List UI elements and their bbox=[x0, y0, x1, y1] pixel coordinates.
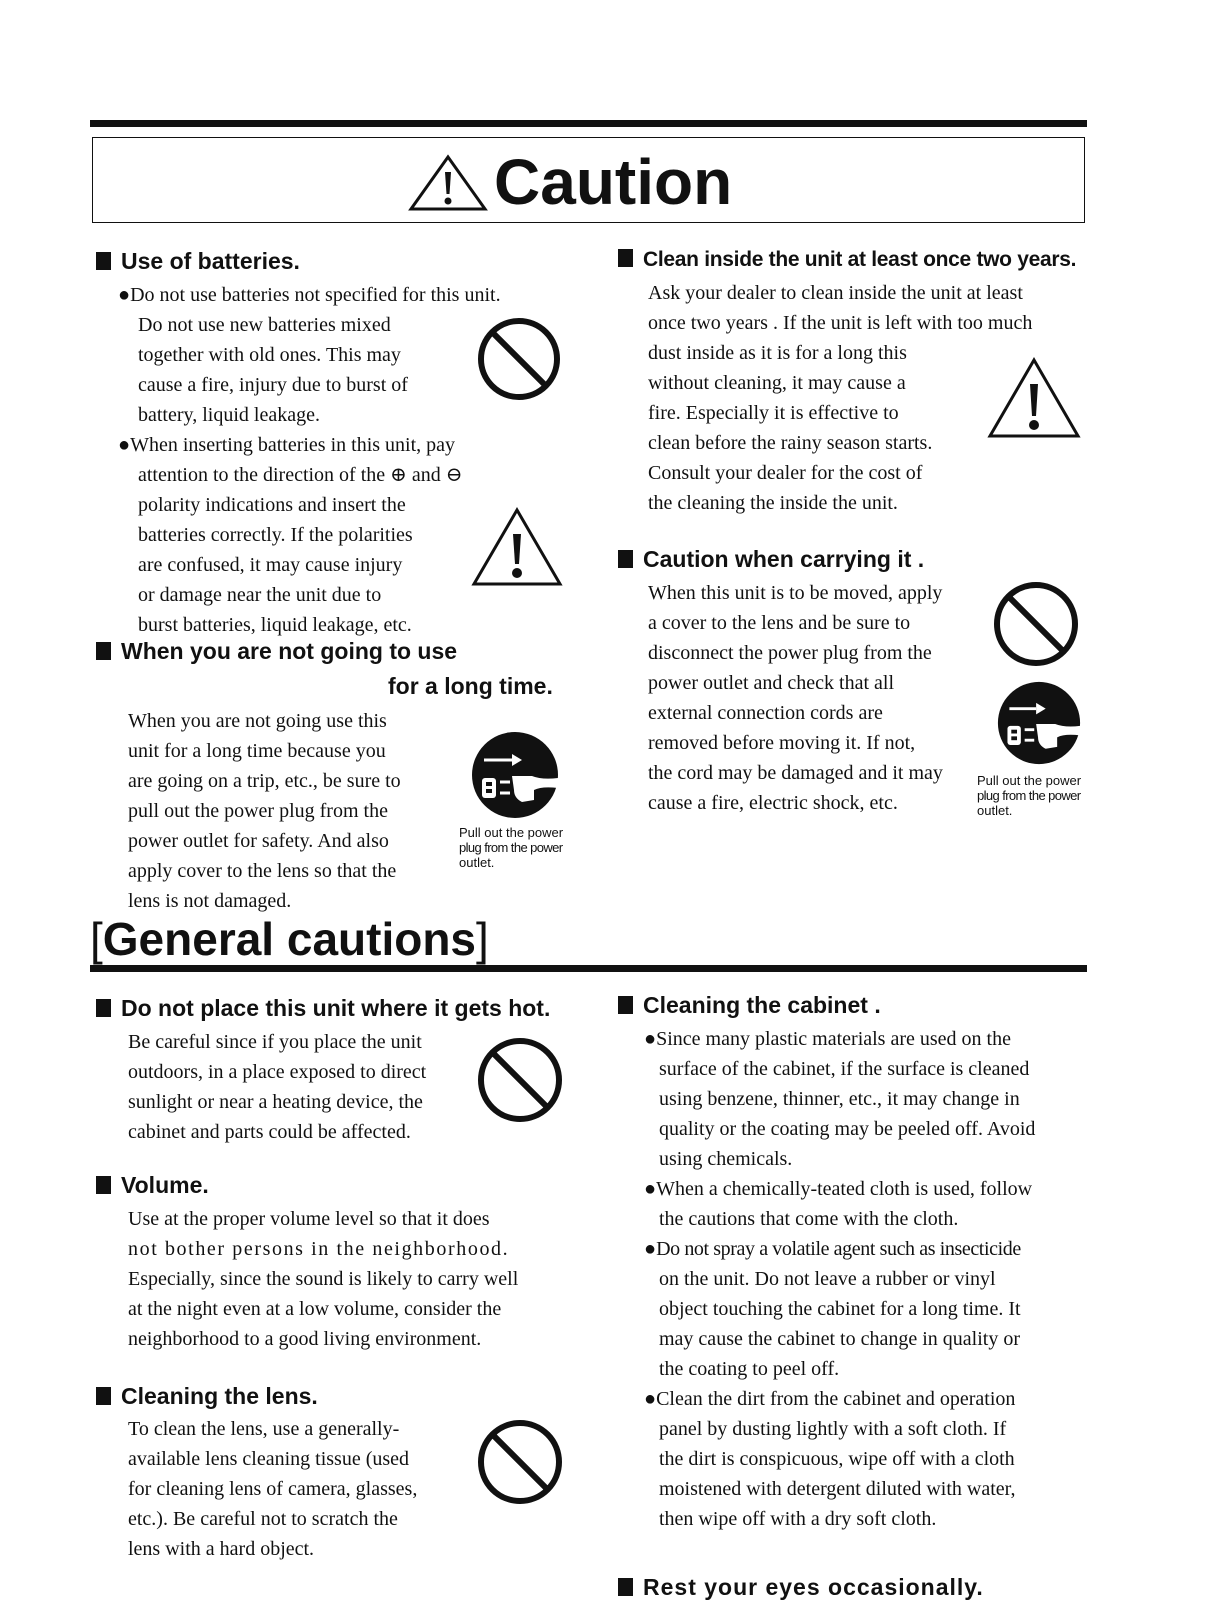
carrying-heading: Caution when carrying it . bbox=[618, 546, 924, 573]
bullet-dot-icon: ● bbox=[118, 284, 131, 306]
text-line: on the unit. Do not leave a rubber or vinyl bbox=[659, 1268, 996, 1290]
text-line: polarity indications and insert the bbox=[138, 494, 406, 516]
text-line: without cleaning, it may cause a bbox=[648, 372, 906, 394]
general-rule bbox=[90, 965, 1087, 972]
square-bullet-icon bbox=[618, 1578, 633, 1596]
cabinet-text bbox=[644, 1024, 1035, 1534]
text-line: the dirt is conspicuous, wipe off with a cloth bbox=[659, 1448, 1015, 1470]
text-line: unit for a long time because you bbox=[128, 740, 386, 762]
text-line: may cause the cabinet to change in quality or bbox=[659, 1328, 1020, 1350]
clean-inside-text bbox=[648, 278, 1032, 518]
rest-eyes-clip bbox=[612, 1570, 1012, 1600]
hot-text bbox=[128, 1027, 426, 1147]
cabinet-heading: Cleaning the cabinet . bbox=[618, 992, 881, 1019]
rest-eyes-heading: Rest your eyes occasionally. bbox=[618, 1574, 984, 1601]
text-line: apply cover to the lens so that the bbox=[128, 860, 397, 882]
prohibition-icon bbox=[476, 1036, 564, 1124]
clean-inside-heading: Clean inside the unit at least once two years. bbox=[618, 248, 1076, 272]
text-line: are going on a trip, etc., be sure to bbox=[128, 770, 401, 792]
text-line: using benzene, thinner, etc., it may change in bbox=[659, 1088, 1020, 1110]
right-bracket: ] bbox=[476, 913, 489, 965]
text-line: power outlet for safety. And also bbox=[128, 830, 389, 852]
text-line: Especially, since the sound is likely to carry well bbox=[128, 1268, 519, 1290]
square-bullet-icon bbox=[96, 1387, 111, 1405]
bullet-dot-icon: ● bbox=[644, 1028, 657, 1050]
bullet-dot-icon: ● bbox=[644, 1178, 657, 1200]
bullet-dot-icon: ● bbox=[644, 1238, 657, 1260]
long-time-text bbox=[128, 706, 401, 916]
prohibition-icon bbox=[992, 580, 1080, 668]
warning-triangle-icon bbox=[470, 506, 564, 588]
volume-text bbox=[128, 1204, 518, 1354]
text-line: are confused, it may cause injury bbox=[138, 554, 403, 576]
text-line: ●When inserting batteries in this unit, pay bbox=[118, 434, 456, 456]
text-line: etc.). Be careful not to scratch the bbox=[128, 1508, 398, 1530]
text-line: burst batteries, liquid leakage, etc. bbox=[138, 614, 412, 636]
unplug-icon bbox=[470, 730, 560, 820]
text-line: cause a fire, injury due to burst of bbox=[138, 374, 408, 396]
caption-line: Pull out the power bbox=[459, 825, 564, 840]
text-line: panel by dusting lightly with a soft cloth. If bbox=[659, 1418, 1007, 1440]
square-bullet-icon bbox=[618, 249, 633, 267]
text-line: moistened with detergent diluted with water, bbox=[659, 1478, 1016, 1500]
top-rule bbox=[90, 120, 1087, 127]
text-line: dust inside as it is for a long this bbox=[648, 342, 907, 364]
text-line: or damage near the unit due to bbox=[138, 584, 382, 606]
caption-line: Pull out the power bbox=[977, 773, 1082, 788]
text-line: a cover to the lens and be sure to bbox=[648, 612, 911, 634]
batteries-heading: Use of batteries. bbox=[96, 248, 300, 275]
text-line: When you are not going use this bbox=[128, 710, 387, 732]
text-line: pull out the power plug from the bbox=[128, 800, 388, 822]
volume-heading: Volume. bbox=[96, 1172, 209, 1199]
general-cautions-title: [General cautions] bbox=[90, 913, 489, 965]
text-line: using chemicals. bbox=[659, 1148, 793, 1170]
carrying-plug-caption bbox=[977, 773, 1081, 818]
caption-line: plug from the power bbox=[977, 788, 1081, 803]
text-line: neighborhood to a good living environment. bbox=[128, 1328, 482, 1350]
text-line: the cleaning the inside the unit. bbox=[648, 492, 898, 514]
text-line: for cleaning lens of camera, glasses, bbox=[128, 1478, 418, 1500]
text-line: ●Clean the dirt from the cabinet and operation bbox=[644, 1388, 1016, 1410]
text-line: quality or the coating may be peeled off. Avoid bbox=[659, 1118, 1036, 1140]
square-bullet-icon bbox=[96, 999, 111, 1017]
page-title: Caution bbox=[494, 146, 733, 218]
text-line: external connection cords are bbox=[648, 702, 883, 724]
text-line: outdoors, in a place exposed to direct bbox=[128, 1061, 427, 1083]
bullet-dot-icon: ● bbox=[118, 434, 131, 456]
text-line: cause a fire, electric shock, etc. bbox=[648, 792, 898, 814]
text-line: Consult your dealer for the cost of bbox=[648, 462, 923, 484]
text-line: Do not use new batteries mixed bbox=[138, 314, 391, 336]
square-bullet-icon bbox=[618, 996, 633, 1014]
batteries-bullet-2 bbox=[118, 430, 463, 640]
lens-text bbox=[128, 1414, 417, 1564]
warning-triangle-icon bbox=[408, 154, 488, 212]
square-bullet-icon bbox=[96, 252, 111, 270]
unplug-icon bbox=[996, 680, 1082, 766]
text-line: attention to the direction of the ⊕ and ⊖ bbox=[138, 464, 463, 486]
text-line: When this unit is to be moved, apply bbox=[648, 582, 943, 604]
text-line: lens with a hard object. bbox=[128, 1538, 315, 1560]
square-bullet-icon bbox=[96, 1176, 111, 1194]
text-line: ●Do not spray a volatile agent such as insecticide bbox=[644, 1238, 1021, 1260]
text-line: lens is not damaged. bbox=[128, 890, 292, 912]
text-line: battery, liquid leakage. bbox=[138, 404, 320, 426]
text-line: object touching the cabinet for a long time. It bbox=[659, 1298, 1021, 1320]
text-line: clean before the rainy season starts. bbox=[648, 432, 933, 454]
text-line: removed before moving it. If not, bbox=[648, 732, 916, 754]
caption-line: plug from the power bbox=[459, 840, 563, 855]
text-line: ●When a chemically-teated cloth is used, follow bbox=[644, 1178, 1033, 1200]
text-line: Ask your dealer to clean inside the unit at least bbox=[648, 282, 1023, 304]
square-bullet-icon bbox=[618, 550, 633, 568]
long-time-heading-2: for a long time. bbox=[388, 673, 553, 699]
text-line: at the night even at a low volume, consider the bbox=[128, 1298, 502, 1320]
text-line: ●Since many plastic materials are used on the bbox=[644, 1028, 1011, 1050]
text-line: To clean the lens, use a generally- bbox=[128, 1418, 400, 1440]
text-line: surface of the cabinet, if the surface is cleaned bbox=[659, 1058, 1030, 1080]
text-line: available lens cleaning tissue (used bbox=[128, 1448, 410, 1470]
warning-triangle-icon bbox=[986, 356, 1082, 440]
text-line: the cord may be damaged and it may bbox=[648, 762, 943, 784]
text-line: Use at the proper volume level so that it does bbox=[128, 1208, 490, 1230]
long-time-plug-caption bbox=[459, 825, 563, 870]
caption-line: outlet. bbox=[459, 855, 495, 870]
text-line: cabinet and parts could be affected. bbox=[128, 1121, 411, 1143]
caption-line: outlet. bbox=[977, 803, 1013, 818]
text-line: the coating to peel off. bbox=[659, 1358, 840, 1380]
text-line: fire. Especially it is effective to bbox=[648, 402, 899, 424]
text-line: then wipe off with a dry soft cloth. bbox=[659, 1508, 937, 1530]
square-bullet-icon bbox=[96, 642, 111, 660]
prohibition-icon bbox=[476, 1418, 564, 1506]
text-line: the cautions that come with the cloth. bbox=[659, 1208, 959, 1230]
text-line: together with old ones. This may bbox=[138, 344, 401, 366]
bullet-dot-icon: ● bbox=[644, 1388, 657, 1410]
text-line: Be careful since if you place the unit bbox=[128, 1031, 422, 1053]
hot-heading: Do not place this unit where it gets hot. bbox=[96, 995, 550, 1022]
text-line: once two years . If the unit is left with too much bbox=[648, 312, 1033, 334]
text-line: disconnect the power plug from the bbox=[648, 642, 932, 664]
prohibition-icon bbox=[476, 316, 562, 402]
text-line: power outlet and check that all bbox=[648, 672, 895, 694]
left-bracket: [ bbox=[90, 913, 103, 965]
long-time-heading: When you are not going to use bbox=[96, 638, 457, 665]
text-line: not bother persons in the neighborhood. bbox=[128, 1238, 510, 1260]
text-line: batteries correctly. If the polarities bbox=[138, 524, 413, 546]
carrying-text bbox=[648, 578, 943, 818]
lens-heading: Cleaning the lens. bbox=[96, 1383, 318, 1410]
text-line: ●Do not use batteries not specified for this unit. bbox=[118, 284, 501, 306]
text-line: sunlight or near a heating device, the bbox=[128, 1091, 423, 1113]
